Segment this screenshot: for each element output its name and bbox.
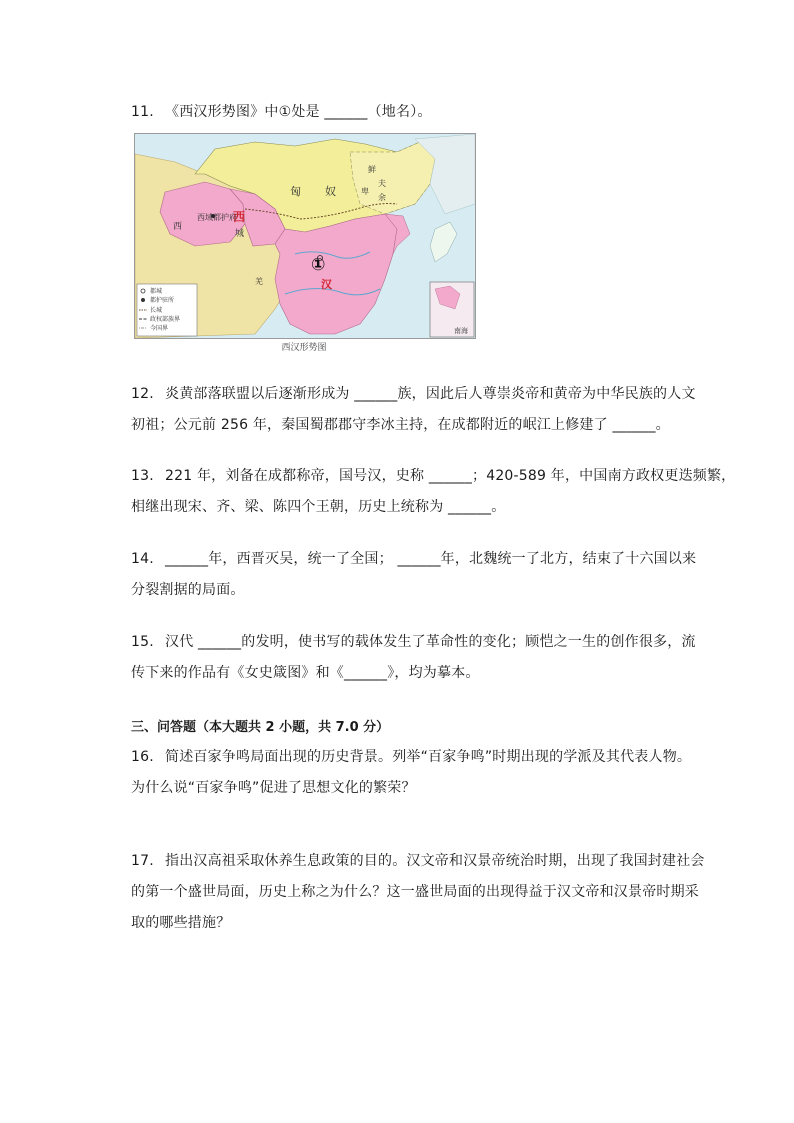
legend-capital: 都城 bbox=[150, 288, 163, 295]
legend-protectorate-symbol bbox=[141, 298, 145, 302]
question-line: 为什么说“百家争鸣”促进了思想文化的繁荣？ bbox=[131, 780, 416, 796]
map-label-nanhai: 南海 bbox=[454, 327, 468, 335]
map-label-xi-small: 西 bbox=[173, 222, 183, 232]
section-heading: 三、问答题（本大题共 2 小题，共 7.0 分） bbox=[131, 720, 390, 735]
map-label-xiongnu-1: 匈 bbox=[290, 185, 301, 198]
question-number: 17. bbox=[131, 853, 154, 869]
legend-wall: 长城 bbox=[150, 307, 163, 314]
map-marker-1: ① bbox=[311, 255, 326, 275]
map-label-fuyu-1: 夫 bbox=[378, 179, 386, 188]
map-label-xianbei-2: 卑 bbox=[361, 187, 369, 196]
question-12 bbox=[131, 379, 696, 441]
question-16 bbox=[131, 742, 691, 804]
question-line: 取的哪些措施？ bbox=[131, 915, 231, 931]
question-number: 13. bbox=[131, 468, 154, 484]
question-line: 传下来的作品有《女史箴图》和《______》，均为摹本。 bbox=[131, 665, 480, 681]
question-line: 221 年，刘备在成都称帝，国号汉，史称 ______；420-589 年，中国南方政权更迭频繁， bbox=[165, 468, 736, 484]
map-label-duhufu: 西域都护府 bbox=[197, 213, 237, 222]
legend-protectorate: 都护驻所 bbox=[150, 297, 175, 304]
question-line: ______年，西晋灭吴，统一了全国； ______年，北魏统一了北方，结束了十六国以来 bbox=[165, 551, 697, 567]
legend-border: 政权部族界 bbox=[150, 316, 181, 323]
map-label-cheng: 城 bbox=[235, 229, 245, 239]
question-line: 分裂割据的局面。 bbox=[131, 582, 245, 598]
question-13 bbox=[131, 461, 735, 523]
question-line: 指出汉高祖采取休养生息政策的目的。汉文帝和汉景帝统治时期，出现了我国封建社会 bbox=[165, 853, 705, 869]
question-15 bbox=[131, 627, 696, 689]
question-line: 汉代 ______的发明，使书写的载体发生了革命性的变化；顾恺之一生的创作很多，流 bbox=[165, 634, 696, 650]
question-14 bbox=[131, 544, 696, 606]
legend-modern-border: 今国界 bbox=[150, 325, 169, 332]
question-number: 16. bbox=[131, 749, 154, 765]
question-line: 初祖；公元前 256 年，秦国蜀郡郡守李冰主持，在成都附近的岷江上修建了 ______。 bbox=[131, 417, 670, 433]
map-label-fuyu-2: 余 bbox=[378, 193, 386, 202]
question-number: 15. bbox=[131, 634, 154, 650]
western-han-map bbox=[134, 133, 476, 339]
map-graphic bbox=[135, 134, 475, 338]
map-label-han: 汉 bbox=[321, 278, 332, 291]
question-number: 11. bbox=[131, 104, 154, 120]
question-line: 的第一个盛世局面，历史上称之为什么？这一盛世局面的出现得益于汉文帝和汉景帝时期采 bbox=[131, 884, 699, 900]
question-number: 12. bbox=[131, 386, 154, 402]
question-line: 相继出现宋、齐、梁、陈四个王朝，历史上统称为 ______。 bbox=[131, 499, 506, 515]
map-label-qiang: 羌 bbox=[255, 277, 263, 286]
question-11 bbox=[131, 97, 432, 128]
question-text: 《西汉形势图》中①处是 ______（地名）。 bbox=[165, 104, 432, 120]
question-line: 炎黄部落联盟以后逐渐形成为 ______族，因此后人尊崇炎帝和黄帝为中华民族的人文 bbox=[165, 386, 696, 402]
question-17 bbox=[131, 846, 705, 939]
map-label-xiongnu-2: 奴 bbox=[325, 185, 336, 198]
map-label-xianbei-1: 鲜 bbox=[368, 165, 376, 174]
map-label-xi-large: 西 bbox=[233, 210, 246, 224]
question-number: 14. bbox=[131, 551, 154, 567]
question-line: 简述百家争鸣局面出现的历史背景。列举“百家争鸣”时期出现的学派及其代表人物。 bbox=[165, 749, 692, 765]
map-caption: 西汉形势图 bbox=[281, 343, 327, 353]
